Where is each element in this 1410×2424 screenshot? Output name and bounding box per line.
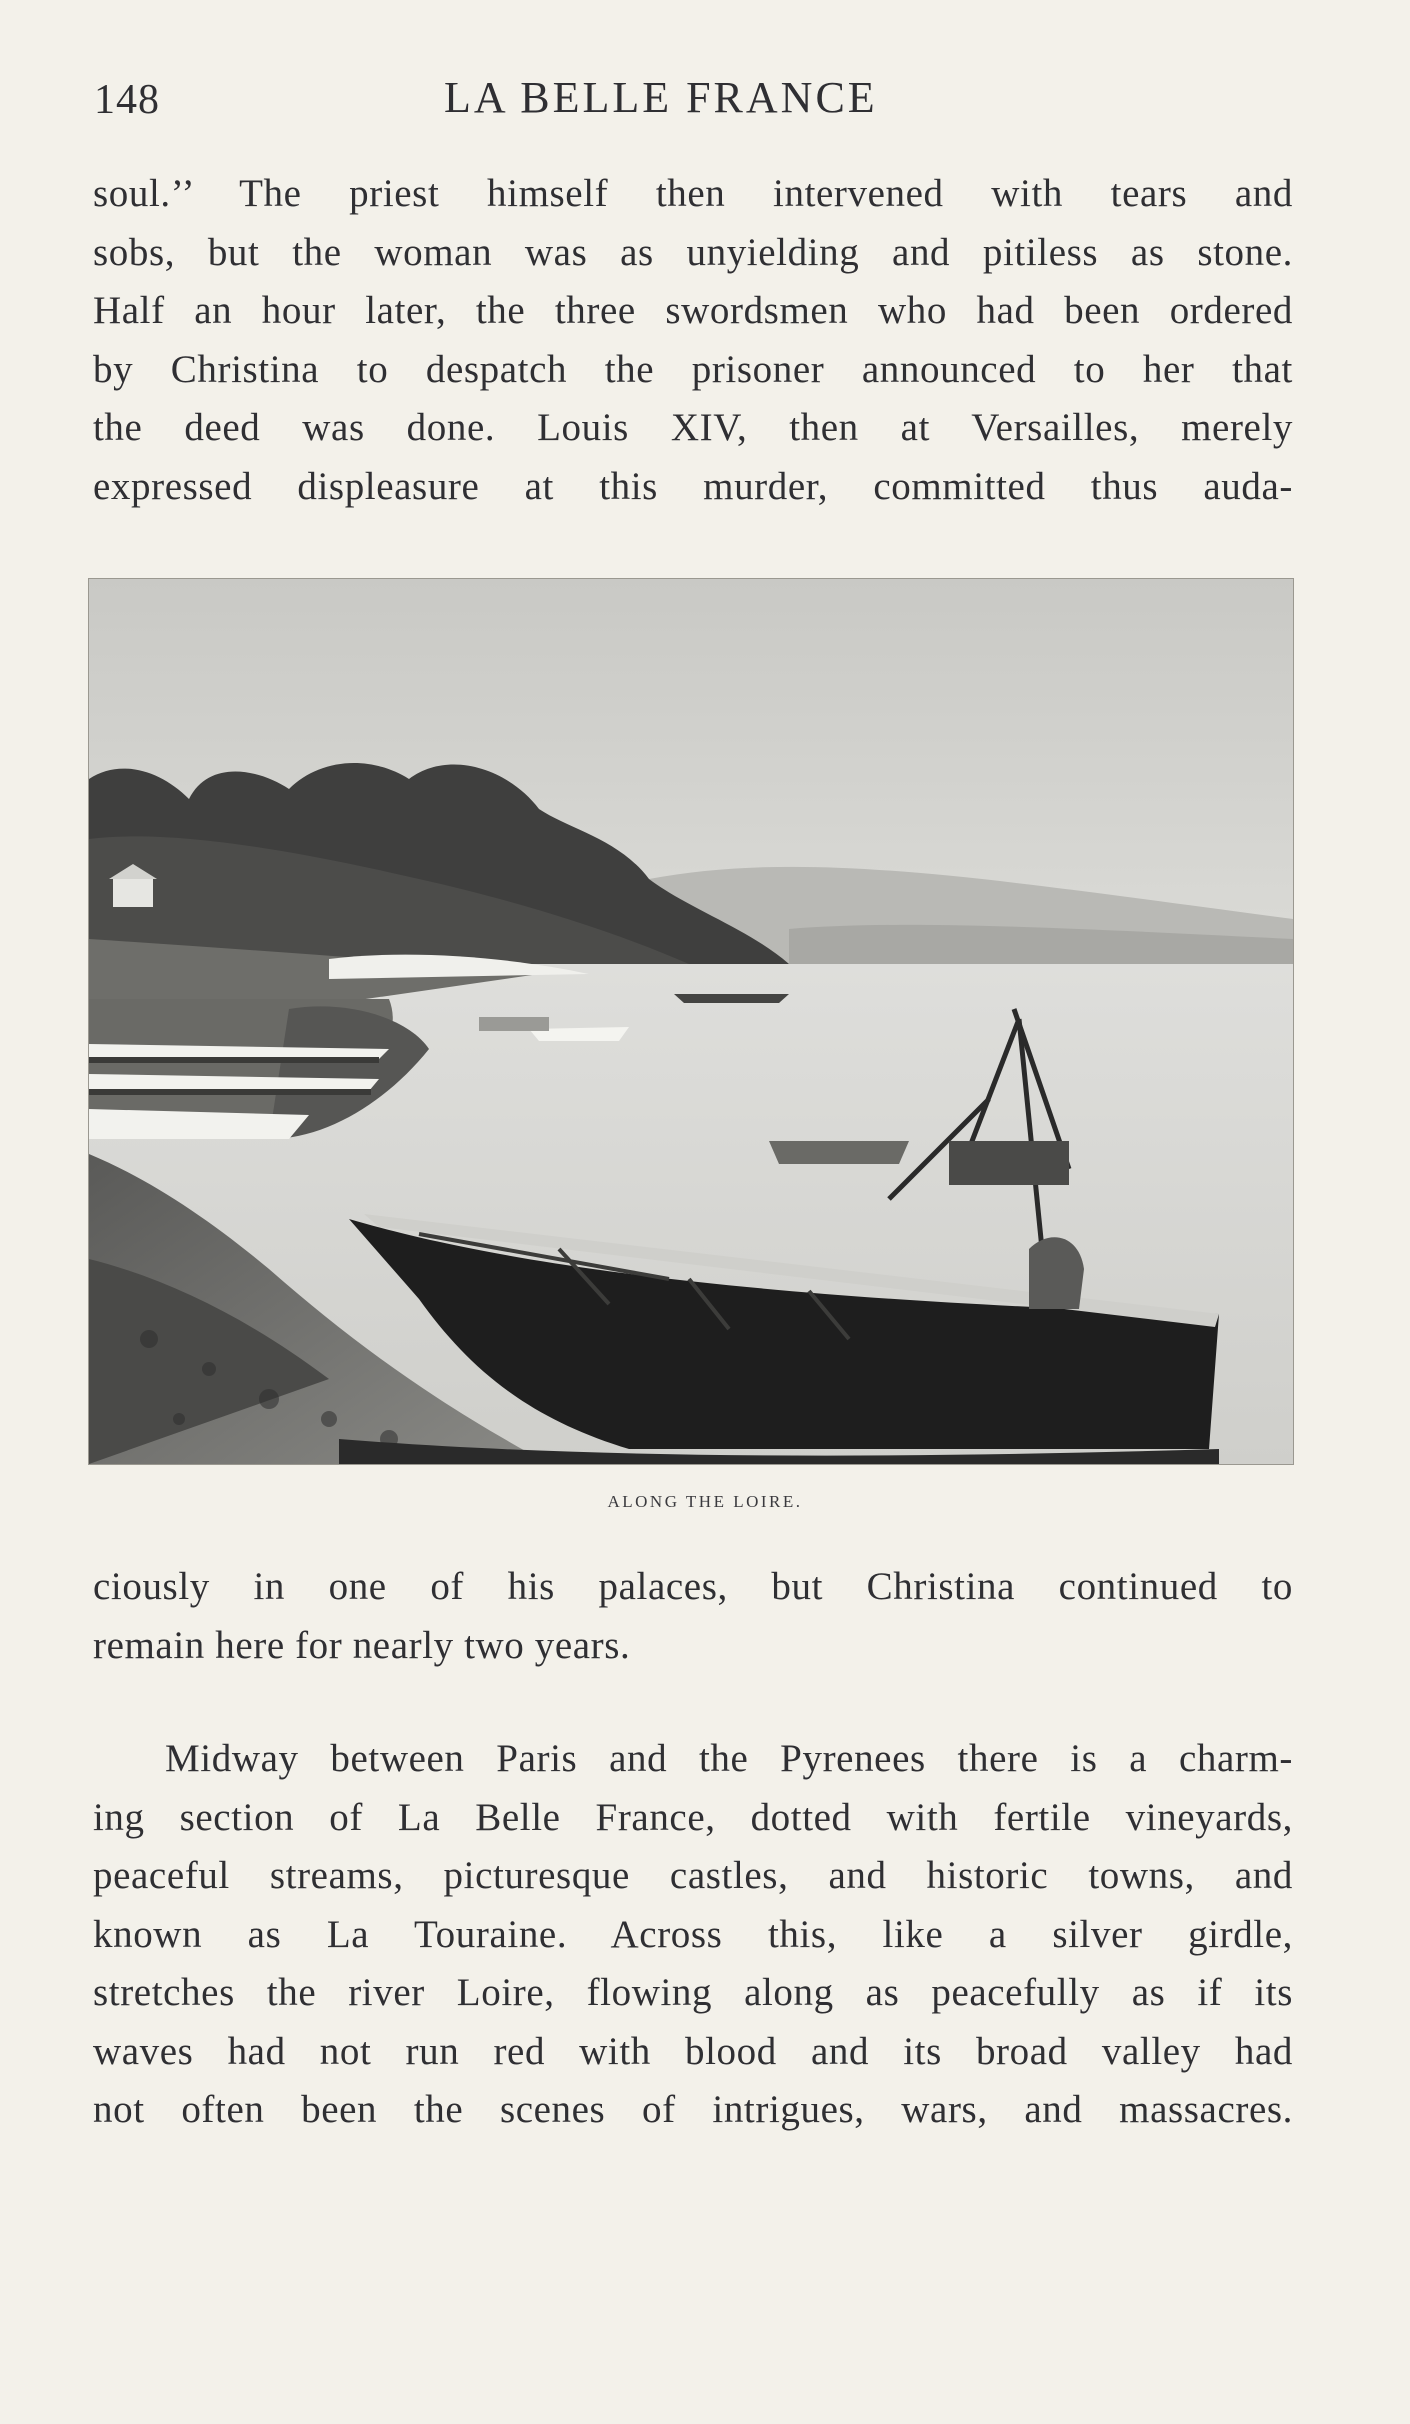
text-line: sobs, but the woman was as unyielding and pitiless as stone.	[93, 230, 1293, 274]
text-line: known as La Touraine. Across this, like a silver girdle,	[93, 1912, 1293, 1956]
river-photograph	[88, 578, 1294, 1465]
text-line: not often been the scenes of intrigues, wars, and massacres.	[93, 2088, 1293, 2131]
paragraph-continued-bottom	[93, 1558, 1293, 1675]
paragraph-la-touraine	[93, 1730, 1293, 2140]
running-head: LA BELLE FRANCE	[444, 73, 878, 122]
illustration-caption: ALONG THE LOIRE.	[607, 1492, 803, 1511]
text-line: soul.’’ The priest himself then intervened with tears and	[93, 172, 1293, 215]
text-line: waves had not run red with blood and its broad valley had	[93, 2029, 1293, 2073]
text-line: Half an hour later, the three swordsmen who had been ordered	[93, 289, 1293, 332]
text-line: expressed displeasure at this murder, committed thus auda-	[93, 464, 1293, 508]
text-line: stretches the river Loire, flowing along as peacefully as if its	[93, 1971, 1293, 2014]
text-line: the deed was done. Louis XIV, then at Versailles, merely	[93, 406, 1293, 449]
text-line: remain here for nearly two years.	[93, 1623, 631, 1667]
page-number: 148	[94, 77, 160, 123]
text-line: ciously in one of his palaces, but Christina continued to	[93, 1565, 1293, 1608]
text-line: Midway between Paris and the Pyrenees there is a charm-	[165, 1737, 1293, 1780]
text-line: ing section of La Belle France, dotted with fertile vineyards,	[93, 1795, 1293, 1839]
paragraph-continued-top	[93, 165, 1293, 516]
text-line: peaceful streams, picturesque castles, and historic towns, and	[93, 1854, 1293, 1897]
text-line: by Christina to despatch the prisoner announced to her that	[93, 347, 1293, 391]
